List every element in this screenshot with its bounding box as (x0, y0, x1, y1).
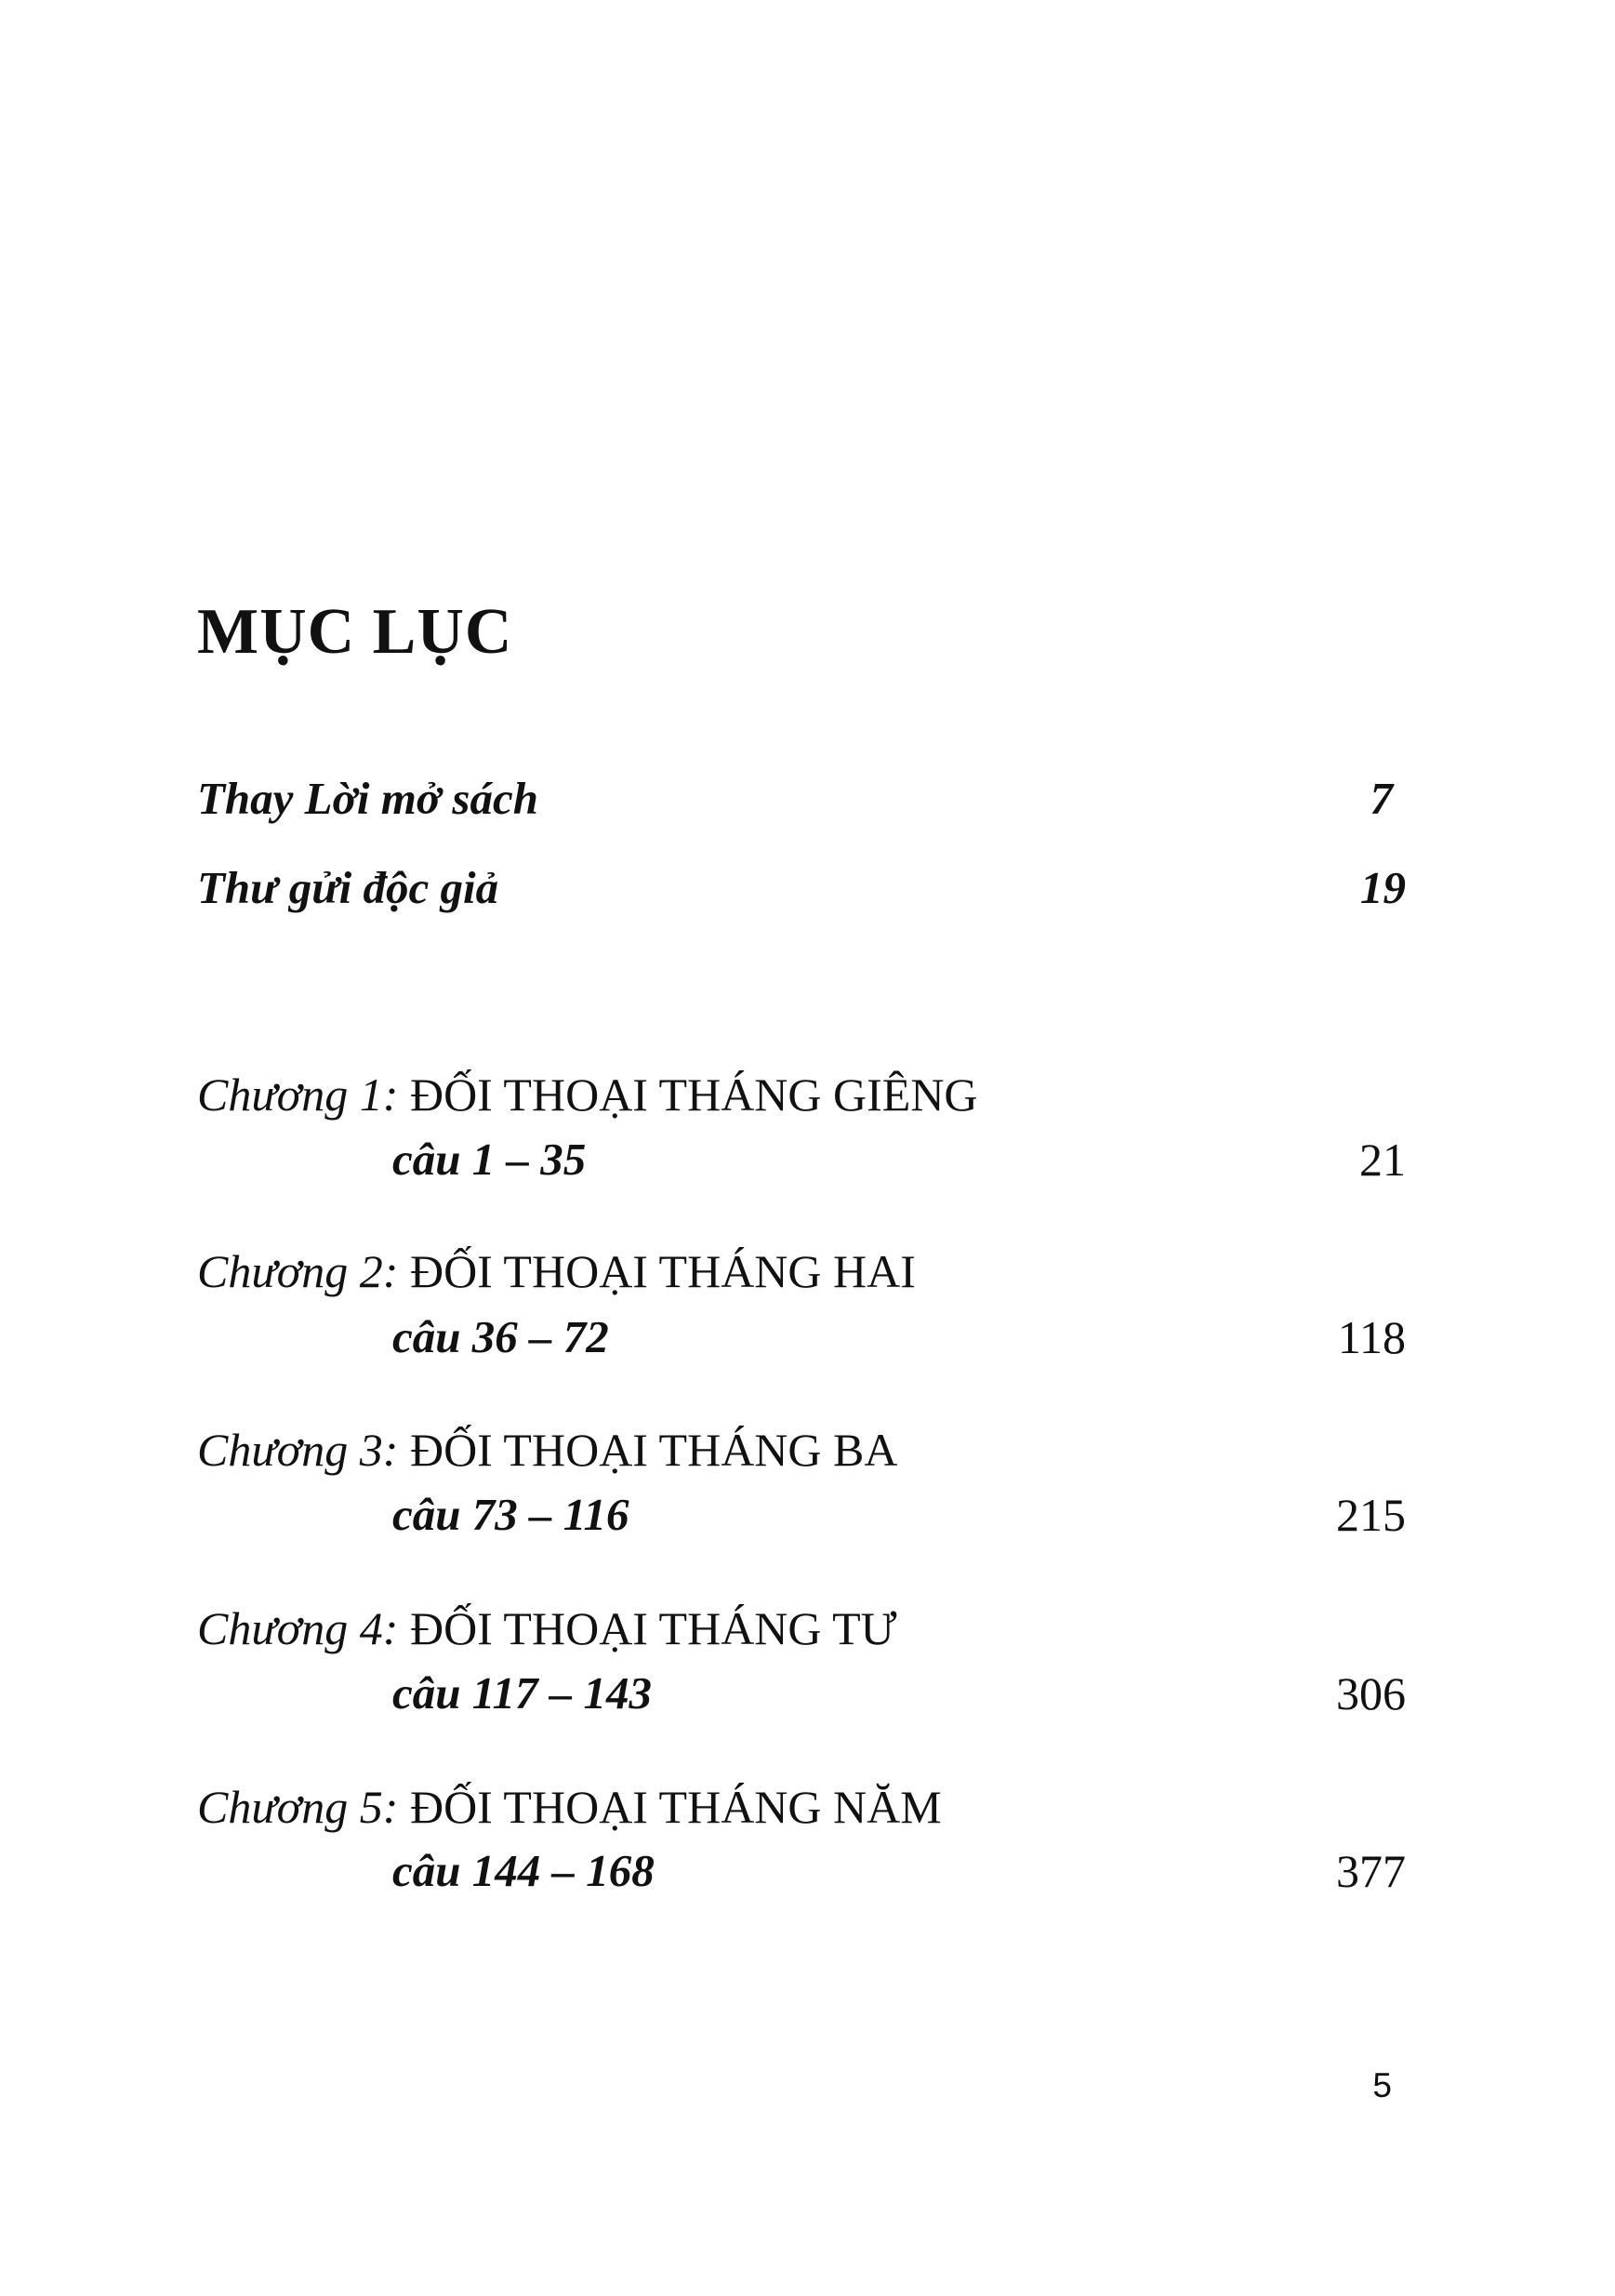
page-number: 5 (1372, 2066, 1392, 2104)
toc-chapter-4-range: câu 117 – 143 (392, 1667, 653, 1719)
toc-entry-label: Thư gửi độc giả (197, 862, 499, 913)
toc-chapter-3-heading[interactable] (197, 1423, 897, 1477)
chapter-label: Chương 5: (197, 1781, 399, 1833)
toc-chapter-2-range: câu 36 – 72 (392, 1311, 609, 1362)
toc-chapter-5-range: câu 144 – 168 (392, 1845, 655, 1896)
toc-entry-letter-to-readers[interactable] (197, 861, 1406, 914)
chapter-label: Chương 2: (197, 1245, 399, 1297)
chapter-title: ĐỐI THOẠI THÁNG BA (409, 1424, 898, 1476)
toc-entry-page: 19 (1360, 862, 1406, 913)
page-title: MỤC LỤC (197, 596, 513, 668)
toc-chapter-2-page: 118 (1337, 1311, 1406, 1363)
toc-entry-label: Thay Lời mở sách (197, 773, 538, 824)
toc-chapter-3-page: 215 (1336, 1489, 1406, 1541)
toc-chapter-1-range: câu 1 – 35 (392, 1134, 587, 1185)
chapter-title: ĐỐI THOẠI THÁNG HAI (409, 1245, 916, 1297)
chapter-title: ĐỐI THOẠI THÁNG GIÊNG (409, 1068, 978, 1121)
toc-chapter-4-page: 306 (1336, 1667, 1406, 1719)
toc-chapter-3-range: câu 73 – 116 (392, 1489, 629, 1540)
toc-chapter-4-heading[interactable] (197, 1601, 896, 1655)
chapter-label: Chương 3: (197, 1424, 399, 1476)
chapter-title: ĐỐI THOẠI THÁNG NĂM (409, 1781, 942, 1833)
toc-entry-page: 7 (1370, 773, 1393, 824)
toc-chapter-1-heading[interactable] (197, 1068, 978, 1121)
chapter-label: Chương 1: (197, 1068, 399, 1121)
toc-chapter-5-page: 377 (1336, 1845, 1406, 1897)
toc-chapter-2-heading[interactable] (197, 1244, 916, 1298)
chapter-label: Chương 4: (197, 1602, 399, 1654)
toc-chapter-5-heading[interactable] (197, 1780, 942, 1834)
chapter-title: ĐỐI THOẠI THÁNG TƯ (409, 1602, 897, 1654)
toc-entry-foreword[interactable] (197, 772, 1406, 825)
toc-chapter-1-page: 21 (1359, 1134, 1406, 1186)
